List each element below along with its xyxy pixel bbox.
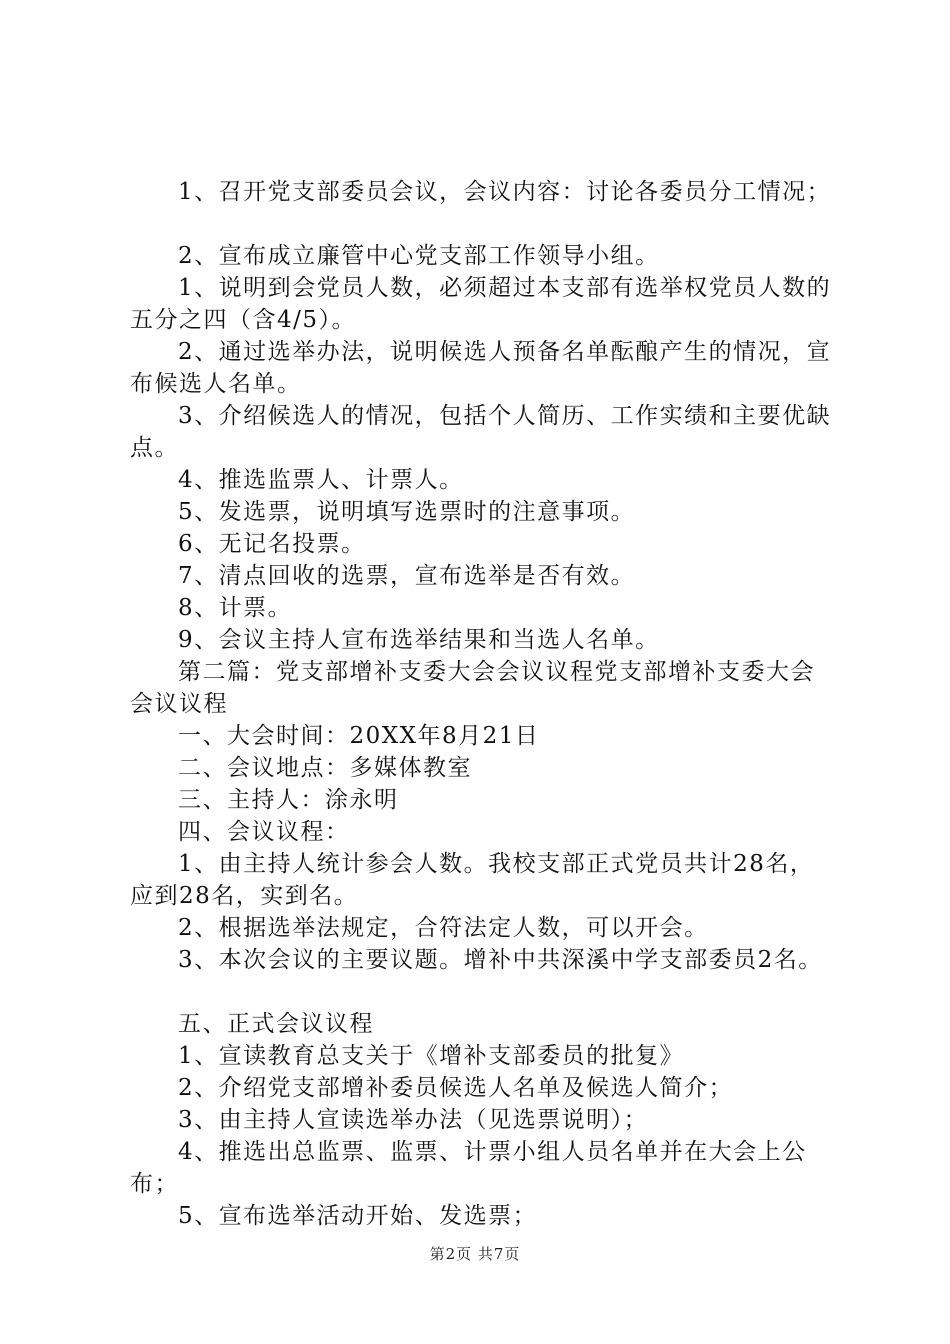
paragraph: 三、主持人：涂永明 <box>178 787 399 813</box>
paragraph: 7、清点回收的选票，宣布选举是否有效。 <box>178 563 636 589</box>
paragraph: 9、会议主持人宣布选举结果和当选人名单。 <box>178 627 660 653</box>
paragraph: 2、根据选举法规定，合符法定人数，可以开会。 <box>178 915 709 941</box>
paragraph: 3、本次会议的主要议题。增补中共深溪中学支部委员2名。 <box>178 947 823 973</box>
paragraph: 3、由主持人宣读选举办法（见选票说明）； <box>178 1107 649 1133</box>
paragraph: 2、宣布成立廉管中心党支部工作领导小组。 <box>178 243 660 269</box>
paragraph: 3、介绍候选人的情况，包括个人简历、工作实绩和主要优缺点。 <box>130 403 832 461</box>
paragraph: 5、宣布选举活动开始、发选票； <box>178 1203 538 1229</box>
document-body <box>130 176 835 1232</box>
paragraph: 1、召开党支部委员会议，会议内容：讨论各委员分工情况； <box>178 179 832 205</box>
paragraph: 四、会议议程： <box>178 819 350 845</box>
paragraph: 2、通过选举办法，说明候选人预备名单酝酿产生的情况，宣布候选人名单。 <box>130 339 832 397</box>
paragraph: 2、介绍党支部增补委员候选人名单及候选人简介； <box>178 1075 734 1101</box>
paragraph: 五、正式会议议程 <box>178 1011 374 1037</box>
paragraph: 8、计票。 <box>178 595 293 621</box>
paragraph: 1、宣读教育总支关于《增补支部委员的批复》 <box>178 1043 685 1069</box>
paragraph: 1、说明到会党员人数，必须超过本支部有选举权党员人数的五分之四（含4/5）。 <box>130 275 832 333</box>
paragraph: 5、发选票，说明填写选票时的注意事项。 <box>178 499 636 525</box>
paragraph: 1、由主持人统计参会人数。我校支部正式党员共计28名，应到28名，实到名。 <box>130 851 815 909</box>
page-number: 第2页 共7页 <box>429 1245 521 1263</box>
paragraph: 二、会议地点：多媒体教室 <box>178 755 472 781</box>
section-heading: 第二篇：党支部增补支委大会会议议程党支部增补支委大会会议议程 <box>130 659 815 717</box>
paragraph: 6、无记名投票。 <box>178 531 366 557</box>
paragraph: 4、推选监票人、计票人。 <box>178 467 464 493</box>
paragraph: 一、大会时间：20XX年8月21日 <box>178 723 540 749</box>
page-footer <box>0 1243 950 1264</box>
paragraph: 4、推选出总监票、监票、计票小组人员名单并在大会上公布； <box>130 1139 807 1197</box>
